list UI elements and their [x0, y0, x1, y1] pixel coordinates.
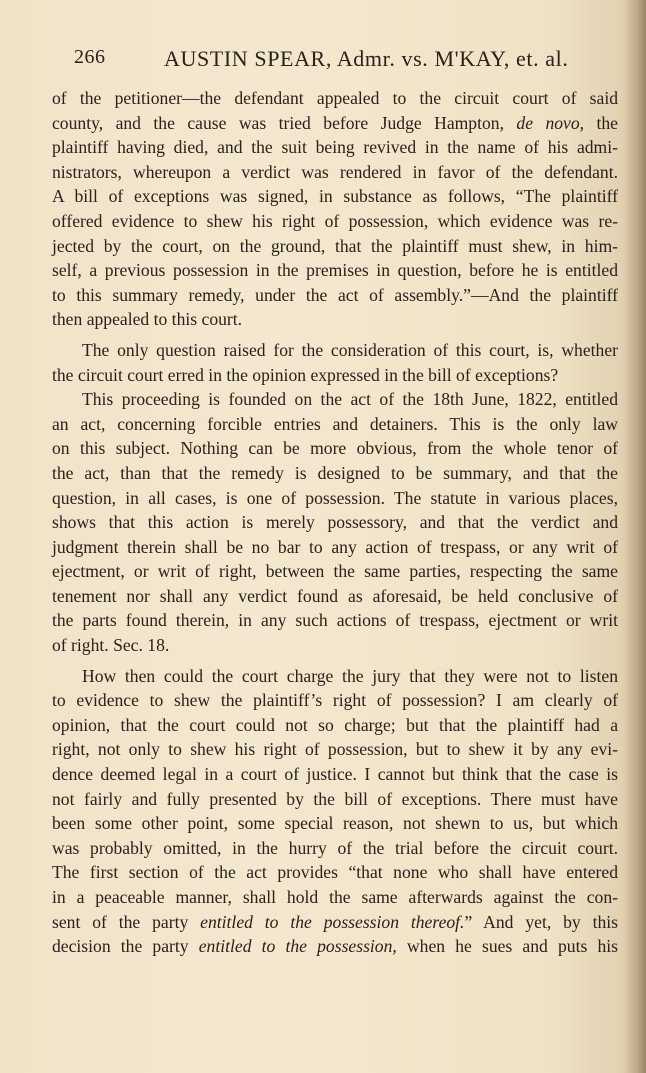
text-line: on this subject. Nothing can be more obvious, from the whole tenor of: [52, 438, 618, 459]
text-line: plaintiff having died, and the suit being revived in the name of his admi-: [52, 137, 618, 158]
page-number: 266: [74, 46, 106, 68]
text-line: the circuit court erred in the opinion expressed in the bill of exceptions?: [52, 364, 559, 385]
text-line: This proceeding is founded on the act of the 18th June, 1822, entitled: [82, 389, 618, 410]
body-text: [52, 86, 618, 959]
text-line: then appealed to this court.: [52, 309, 243, 330]
paragraph: [52, 338, 618, 387]
text-line: not fairly and fully presented by the bill of exceptions. There must have: [52, 788, 618, 809]
text-line: to evidence to shew the plaintiff’s right of possession? I am clearly of: [52, 690, 618, 711]
text-line: the act, than that the remedy is designed to be summary, and that the: [52, 462, 618, 483]
text-line: sent of the party entitled to the possession thereof.” And yet, by this: [52, 911, 619, 932]
paragraph: [52, 387, 618, 658]
italic-phrase: entitled to the possession thereof.: [200, 911, 465, 932]
text-line: nistrators, whereupon a verdict was rendered in favor of the defendant.: [52, 161, 618, 182]
running-head: AUSTIN SPEAR, Admr. vs. M'KAY, et. al.: [164, 46, 569, 71]
text-line: in a peaceable manner, shall hold the same afterwards against the con-: [52, 887, 618, 907]
page-edge-shadow: [624, 0, 646, 1073]
text-line: an act, concerning forcible entries and detainers. This is the only law: [52, 413, 618, 434]
text-line: A bill of exceptions was signed, in substance as follows, “The plaintiff: [52, 186, 618, 207]
text-line: ejectment, or writ of right, between the same parties, respecting the same: [52, 561, 618, 582]
text-line: decision the party entitled to the possession, when he sues and puts his: [52, 936, 618, 957]
text-line: How then could the court charge the jury that they were not to listen: [82, 665, 618, 686]
text-line: opinion, that the court could not so charge; but that the plaintiff had a: [52, 714, 618, 735]
italic-phrase: de novo: [516, 112, 580, 133]
text-line: the parts found therein, in any such actions of trespass, ejectment or writ: [52, 610, 618, 631]
paragraph: [52, 664, 618, 959]
text-line: dence deemed legal in a court of justice. I cannot but think that the case is: [52, 764, 618, 785]
text-line: been some other point, some special reason, not shewn to us, but which: [52, 813, 618, 834]
text-line: judgment therein shall be no bar to any action of trespass, or any writ of: [52, 536, 618, 557]
text-line: offered evidence to shew his right of possession, which evidence was re-: [52, 210, 618, 231]
text-line: The only question raised for the consideration of this court, is, whether: [82, 339, 618, 360]
text-line: right, not only to shew his right of possession, but to shew it by any evi-: [52, 739, 618, 760]
text-line: county, and the cause was tried before Judge Hampton, de novo, the: [52, 112, 618, 133]
paragraph: [52, 86, 618, 332]
text-line: was probably omitted, in the hurry of the trial before the circuit court.: [52, 837, 618, 858]
text-line: to this summary remedy, under the act of assembly.”—And the plaintiff: [52, 284, 618, 305]
text-line: The first section of the act provides “that none who shall have entered: [52, 862, 618, 883]
text-line: shows that this action is merely possessory, and that the verdict and: [52, 512, 618, 533]
text-line: of right. Sec. 18.: [52, 635, 170, 656]
page-header: [74, 46, 614, 82]
text-line: tenement nor shall any verdict found as aforesaid, be held conclusive of: [52, 585, 618, 606]
text-line: of the petitioner—the defendant appealed to the circuit court of said: [52, 88, 618, 108]
text-line: question, in all cases, is one of possession. The statute in various places,: [52, 487, 618, 508]
text-line: jected by the court, on the ground, that the plaintiff must shew, in him-: [52, 235, 618, 256]
italic-phrase: entitled to the possession,: [198, 936, 397, 957]
text-line: self, a previous possession in the premises in question, before he is entitled: [52, 260, 618, 281]
